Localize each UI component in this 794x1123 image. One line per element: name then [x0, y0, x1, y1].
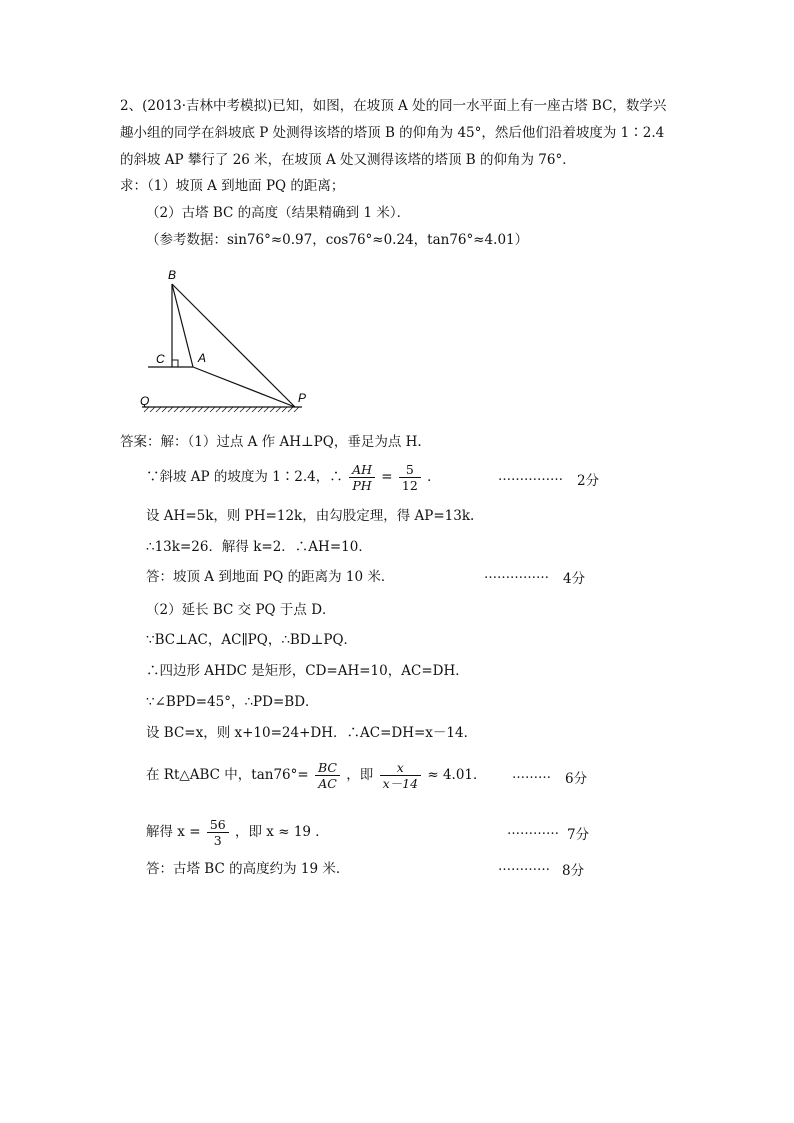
fraction-denominator: x－14: [382, 776, 419, 791]
fraction-56-3: [207, 817, 229, 848]
fraction-ah-ph: [349, 462, 375, 493]
line-bp: [172, 284, 295, 407]
answer-line-6: （2）延长 BC 交 PQ 于点 D．: [146, 602, 336, 618]
score-mark-2: 2分: [577, 473, 600, 489]
fraction-denominator: 12: [401, 478, 418, 493]
answer-line-4: ∴13k=26．解得 k=2．∴AH=10．: [146, 539, 372, 555]
answer-line-2-text: ∵斜坡 AP 的坡度为 1∶2.4，∴: [146, 469, 343, 485]
fraction-numerator: 5: [399, 462, 421, 478]
fraction-numerator: 56: [207, 817, 229, 833]
problem-line-1: 2、(2013·吉林中考模拟)已知，如图，在坡顶 A 处的同一水平面上有一座古塔 BC，数学兴: [120, 98, 667, 114]
score-dots-4: ……………: [484, 567, 549, 582]
score-dots-2: ……………: [498, 469, 563, 484]
label-a: A: [198, 351, 207, 365]
fraction-numerator: x: [380, 760, 421, 776]
answer-line-10: 设 BC=x，则 x+10=24+DH．∴AC=DH=x－14．: [146, 725, 478, 741]
answer-line-9: ∵∠BPD=45°，∴PD=BD．: [146, 694, 319, 710]
problem-line-6: （参考数据：sin76°≈0.97，cos76°≈0.24，tan76°≈4.01）: [146, 232, 529, 248]
answer-line-2: [146, 460, 441, 494]
score-mark-8: 8分: [562, 863, 585, 879]
problem-line-2: 趣小组的同学在斜坡底 P 处测得该塔的塔顶 B 的仰角为 45°，然后他们沿着坡度为 1∶2.4: [120, 125, 665, 141]
answer-line-1: 答案：解：（1）过点 A 作 AH⊥PQ，垂足为点 H.: [120, 434, 422, 450]
equals-sign: =: [381, 469, 393, 485]
score-mark-7: 7分: [567, 827, 590, 843]
ground-hatching: [144, 407, 299, 412]
fraction-x-x14: [380, 760, 421, 791]
answer-line-12-tail: ，即 x ≈ 19 ．: [235, 824, 329, 840]
answer-line-11-text: 在 Rt△ABC 中，tan76°=: [146, 767, 309, 783]
fraction-bc-ac: [315, 760, 340, 791]
answer-line-11-mid: ，即: [346, 767, 374, 783]
score-dots-8: …………: [498, 859, 550, 874]
score-dots-7: …………: [507, 823, 559, 838]
slope-ap: [193, 367, 295, 407]
line-ba: [172, 284, 193, 367]
answer-line-11: [146, 758, 487, 792]
answer-line-13: 答：古塔 BC 的高度约为 19 米．: [146, 861, 350, 877]
fraction-numerator: AH: [349, 462, 375, 478]
score-mark-4: 4分: [563, 571, 586, 587]
answer-line-12: [146, 815, 329, 849]
problem-line-4: 求：（1）坡顶 A 到地面 PQ 的距离；: [120, 178, 345, 194]
fraction-denominator: 3: [213, 833, 222, 848]
label-p: P: [298, 391, 307, 405]
answer-line-7: ∵BC⊥AC，AC∥PQ，∴BD⊥PQ．: [146, 632, 358, 648]
period: ．: [427, 469, 441, 485]
fraction-denominator: PH: [352, 478, 372, 493]
score-dots-6: ………: [512, 767, 551, 782]
label-q: Q: [140, 394, 150, 408]
right-angle-mark: [172, 360, 178, 367]
answer-line-12-text: 解得 x =: [146, 824, 201, 840]
answer-line-3: 设 AH=5k，则 PH=12k，由勾股定理，得 AP=13k.: [146, 508, 475, 524]
label-b: B: [168, 268, 177, 282]
fraction-denominator: AC: [318, 776, 337, 791]
problem-line-5: （2）古塔 BC 的高度（结果精确到 1 米）．: [146, 205, 411, 221]
problem-line-3: 的斜坡 AP 攀行了 26 米，在坡顶 A 处又测得该塔的塔顶 B 的仰角为 76°．: [120, 152, 576, 168]
score-mark-6: 6分: [565, 771, 588, 787]
fraction-5-12: [399, 462, 421, 493]
geometry-figure: [130, 262, 330, 422]
label-c: C: [156, 352, 165, 366]
answer-line-11-tail: ≈ 4.01．: [427, 767, 487, 783]
answer-line-8: ∴四边形 AHDC 是矩形，CD=AH=10，AC=DH．: [146, 663, 469, 679]
fraction-numerator: BC: [315, 760, 340, 776]
answer-line-5: 答：坡顶 A 到地面 PQ 的距离为 10 米．: [146, 569, 395, 585]
